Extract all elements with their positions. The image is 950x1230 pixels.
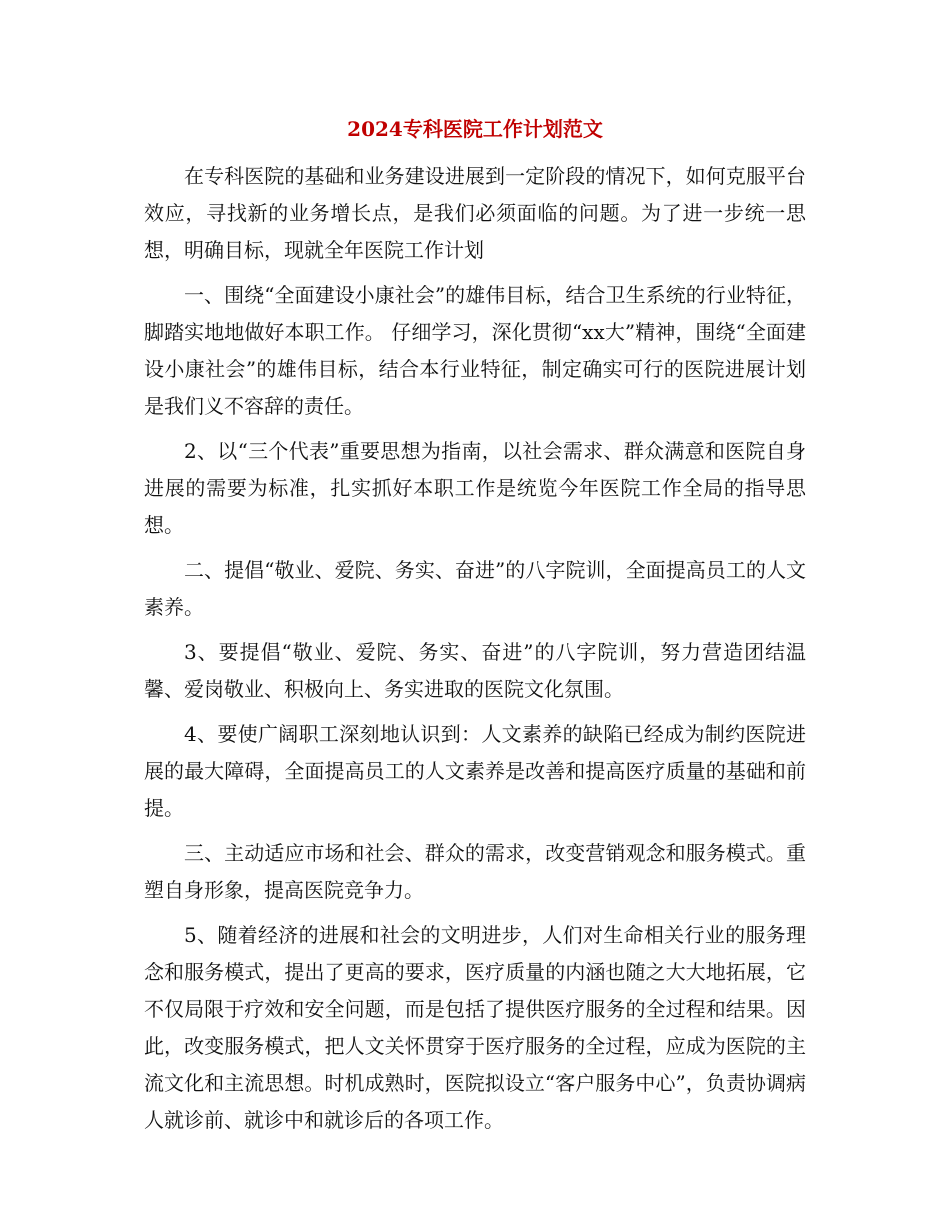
document-body — [144, 158, 806, 1147]
paragraph-section-2: 二、提倡“敬业、爱院、务实、奋进”的八字院训，全面提高员工的人文素养。 — [144, 558, 806, 619]
paragraph-item-3: 3、要提倡“敬业、爱院、务实、奋进”的八字院训，努力营造团结温馨、爱岗敬业、积极向上、务实进取的医院文化氛围。 — [144, 640, 806, 701]
paragraph-section-1: 一、围绕“全面建设小康社会”的雄伟目标，结合卫生系统的行业特征，脚踏实地地做好本职工作。 仔细学习，深化贯彻“xx大”精神，围绕“全面建设小康社会”的雄伟目标，结合本行业特征，制定确实可行的医院进展计划是我们义不容辞的责任。 — [144, 283, 806, 418]
document-title: 2024专科医院工作计划范文 — [347, 117, 603, 141]
paragraph-item-4: 4、要使广阔职工深刻地认识到：人文素养的缺陷已经成为制约医院进展的最大障碍，全面提高员工的人文素养是改善和提高医疗质量的基础和前提。 — [144, 722, 806, 820]
paragraph-section-3: 三、主动适应市场和社会、群众的需求，改变营销观念和服务模式。重塑自身形象，提高医院竞争力。 — [144, 841, 806, 902]
paragraph-item-5: 5、随着经济的进展和社会的文明进步，人们对生命相关行业的服务理念和服务模式，提出了更高的要求，医疗质量的内涵也随之大大地拓展，它不仅局限于疗效和安全问题，而是包括了提供医疗服务的全过程和结果。因此，改变服务模式，把人文关怀贯穿于医疗服务的全过程，应成为医院的主流文化和主流思想。时机成熟时，医院拟设立“客户服务中心”，负责协调病人就诊前、就诊中和就诊后的各项工作。 — [144, 923, 806, 1132]
paragraph-intro: 在专科医院的基础和业务建设进展到一定阶段的情况下，如何克服平台效应，寻找新的业务增长点，是我们必须面临的问题。为了进一步统一思想，明确目标，现就全年医院工作计划 — [144, 164, 806, 262]
paragraph-item-2: 2、以“三个代表”重要思想为指南，以社会需求、群众满意和医院自身进展的需要为标准，扎实抓好本职工作是统览今年医院工作全局的指导思想。 — [144, 439, 806, 537]
